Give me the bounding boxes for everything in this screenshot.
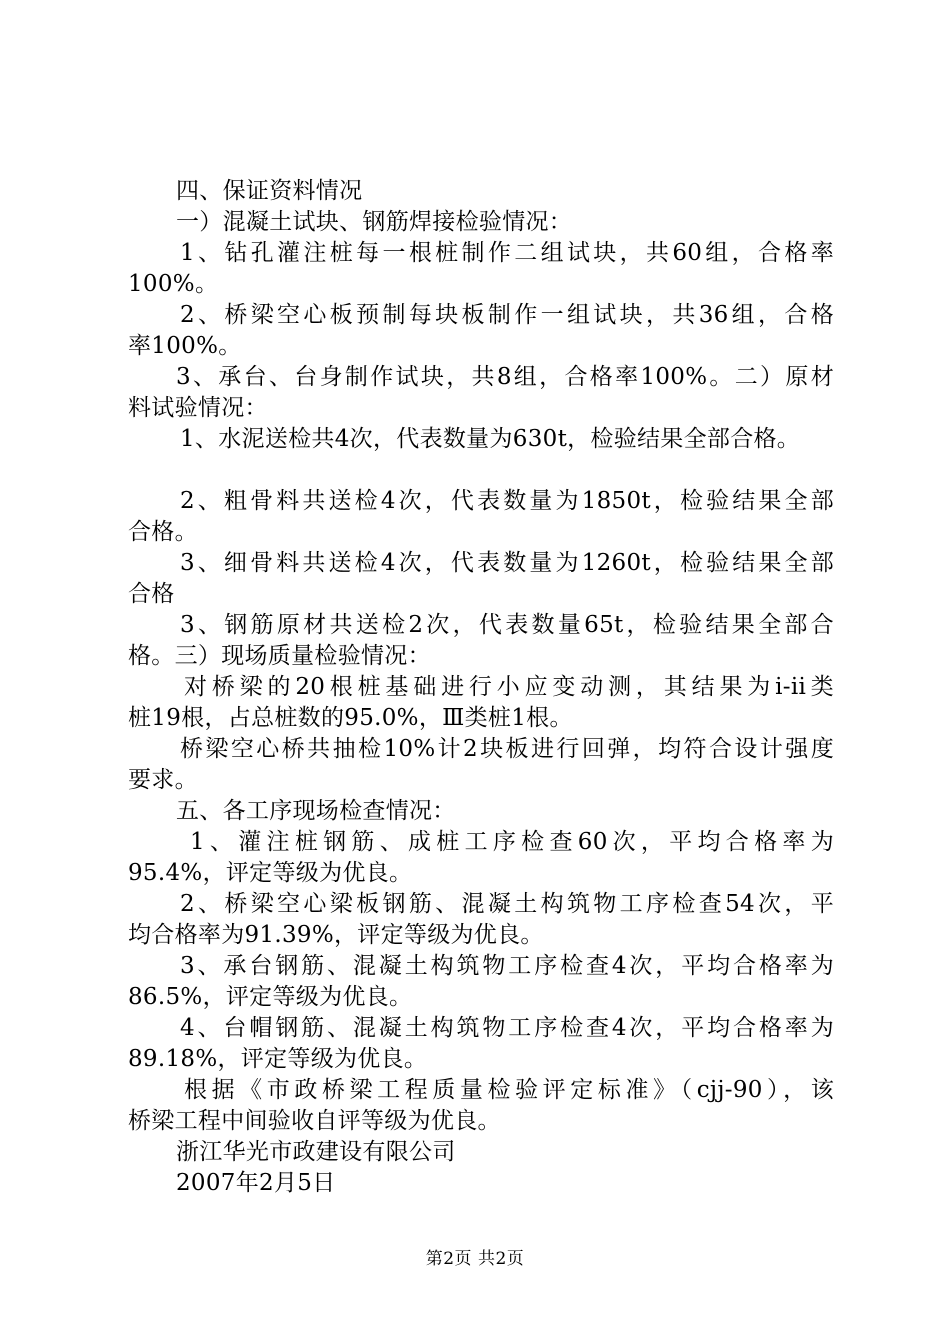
paragraph-line: 1、钻孔灌注桩每一根桩制作二组试块，共60组，合格率 — [180, 240, 834, 266]
blank-line — [128, 455, 834, 486]
subsection-heading-1: 一）混凝土试块、钢筋焊接检验情况： — [176, 209, 573, 235]
paragraph-line: 89.18%，评定等级为优良。 — [128, 1046, 428, 1072]
paragraph-line: 86.5%，评定等级为优良。 — [128, 984, 413, 1010]
paragraph-line: 对桥梁的20根桩基础进行小应变动测，其结果为i-ii类 — [184, 674, 834, 700]
paragraph-line: 根据《市政桥梁工程质量检验评定标准》（cjj-90），该 — [184, 1077, 834, 1103]
paragraph-line: 3、钢筋原材共送检2次，代表数量65t，检验结果全部合 — [180, 612, 834, 638]
document-body — [128, 176, 834, 1199]
paragraph-line: 95.4%，评定等级为优良。 — [128, 860, 413, 886]
paragraph-line: 1、水泥送检共4次，代表数量为630t，检验结果全部合格。 — [180, 426, 801, 452]
paragraph-line: 3、承台钢筋、混凝土构筑物工序检查4次，平均合格率为 — [180, 953, 834, 979]
section-heading-5: 五、各工序现场检查情况： — [176, 798, 456, 824]
paragraph-line: 桥梁工程中间验收自评等级为优良。 — [128, 1108, 501, 1134]
paragraph-line: 3、细骨料共送检4次，代表数量为1260t，检验结果全部 — [180, 550, 834, 576]
paragraph-line: 桥梁空心桥共抽检10%计2块板进行回弹，均符合设计强度 — [180, 736, 834, 762]
document-date: 2007年2月5日 — [176, 1170, 336, 1196]
paragraph-line: 率100%。 — [128, 333, 242, 359]
paragraph-line: 合格。 — [128, 519, 198, 545]
paragraph-line: 要求。 — [128, 767, 198, 793]
paragraph-line: 料试验情况： — [128, 395, 268, 421]
paragraph-line: 格。三）现场质量检验情况： — [128, 643, 431, 669]
company-signature: 浙江华光市政建设有限公司 — [176, 1139, 456, 1165]
paragraph-line: 1、灌注桩钢筋、成桩工序检查60次，平均合格率为 — [190, 829, 834, 855]
paragraph-line: 2、桥梁空心梁板钢筋、混凝土构筑物工序检查54次，平 — [180, 891, 834, 917]
paragraph-line: 2、桥梁空心板预制每块板制作一组试块，共36组，合格 — [180, 302, 834, 328]
paragraph-line: 合格 — [128, 581, 175, 607]
section-heading-4: 四、保证资料情况 — [176, 178, 363, 204]
paragraph-line: 均合格率为91.39%，评定等级为优良。 — [128, 922, 544, 948]
paragraph-line: 100%。 — [128, 271, 219, 297]
paragraph-line: 3、承台、台身制作试块，共8组，合格率100%。二）原材 — [176, 364, 834, 390]
page-footer: 第2页 共2页 — [425, 1249, 525, 1269]
paragraph-line: 2、粗骨料共送检4次，代表数量为1850t，检验结果全部 — [180, 488, 834, 514]
paragraph-line: 4、台帽钢筋、混凝土构筑物工序检查4次，平均合格率为 — [180, 1015, 834, 1041]
paragraph-line: 桩19根，占总桩数的95.0%，Ⅲ类桩1根。 — [128, 705, 573, 731]
